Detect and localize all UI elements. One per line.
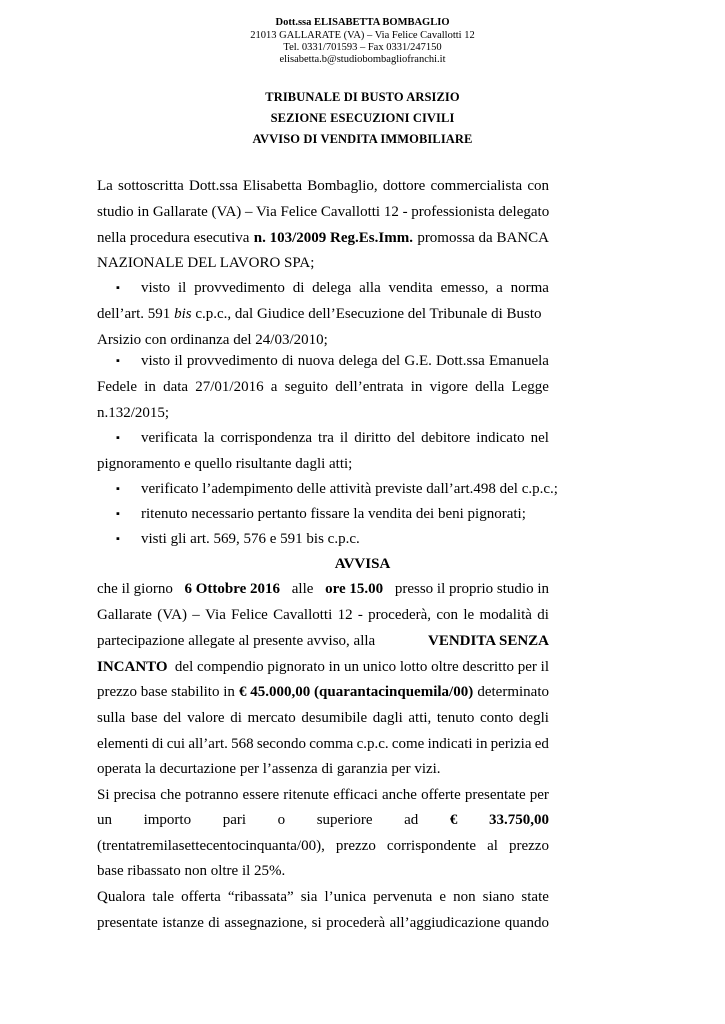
title-notice: AVVISO DI VENDITA IMMOBILIARE: [252, 132, 473, 146]
word: seguito: [284, 379, 329, 395]
word: ed: [534, 736, 549, 752]
word: dagli: [372, 710, 403, 726]
word: dottore: [382, 178, 426, 194]
avvisa-p2-line-3: [97, 837, 549, 855]
word: perizia: [490, 736, 532, 752]
word: e: [439, 889, 447, 905]
word: –: [192, 607, 200, 623]
word: Gallarate: [97, 607, 152, 623]
word: tenuto: [436, 710, 475, 726]
word: G.E.: [404, 353, 432, 369]
word: delega: [338, 353, 378, 369]
avvisa-text: [97, 606, 549, 624]
currency-symbol: €: [449, 812, 458, 828]
word: di: [281, 353, 294, 369]
bullet-text: [141, 429, 549, 447]
word: alla: [359, 280, 381, 296]
avvisa-p1-line-8: operata la decurtazione per l’assenza di garanzia per vizi.: [97, 761, 441, 777]
bullet-marker: ▪: [116, 508, 120, 520]
word: del: [381, 353, 401, 369]
word: dell’entrata: [335, 379, 404, 395]
bullet-marker: ▪: [116, 533, 120, 545]
word: della: [475, 379, 505, 395]
word: vigore: [429, 379, 468, 395]
word: comma: [309, 736, 354, 752]
word: Si: [97, 787, 110, 803]
avvisa-p3-line-1: [97, 888, 549, 906]
sale-time: ore 15.00: [325, 581, 384, 597]
word: 12: [337, 607, 353, 623]
word: non: [453, 889, 476, 905]
word: che: [160, 787, 182, 803]
letterhead-name: Dott.ssa ELISABETTA BOMBAGLIO: [275, 17, 450, 28]
word: modalità: [479, 607, 532, 623]
word: provvedimento: [194, 280, 285, 296]
word: si: [311, 915, 322, 931]
word: tale: [152, 889, 175, 905]
word: conto: [479, 710, 514, 726]
word: verificata: [141, 430, 198, 446]
word: La: [97, 178, 113, 194]
word: le: [463, 607, 475, 623]
bullet-marker: ▪: [116, 355, 120, 367]
letterhead-email: elisabetta.b@studiobombagliofranchi.it: [279, 54, 446, 65]
word: con: [436, 607, 459, 623]
word: “ribassata”: [227, 889, 294, 905]
word: commercialista: [430, 178, 523, 194]
avvisa-heading: AVVISA: [334, 556, 391, 572]
word: prezzo: [335, 838, 376, 854]
avvisa-text: prezzo base stabilito in: [97, 684, 235, 700]
word: precisa: [113, 787, 157, 803]
bullet-1-line-2: [97, 305, 549, 323]
bullet-text: [141, 279, 549, 297]
word: sia: [300, 889, 318, 905]
avvisa-p1-line-2: [97, 606, 549, 624]
word: di: [230, 710, 242, 726]
procedure-number: n. 103/2009 Reg.Es.Imm.: [253, 230, 413, 246]
bullet-text: [141, 352, 549, 370]
bullet-marker: ▪: [116, 432, 120, 444]
word: elementi: [97, 736, 149, 752]
word: Bombaglio,: [307, 178, 378, 194]
bullet-2-line-2: [97, 378, 549, 396]
avvisa-text: [97, 786, 549, 804]
word: base: [130, 710, 158, 726]
word: importo: [143, 812, 192, 828]
word: emesso,: [440, 280, 489, 296]
avvisa-text: [97, 709, 549, 727]
word: Emanuela: [488, 353, 549, 369]
word: il: [177, 280, 187, 296]
word: mercato: [247, 710, 296, 726]
word: c.p.c.: [356, 736, 389, 752]
word: il: [174, 353, 183, 369]
word: Cavallotti: [273, 607, 333, 623]
word: in: [410, 379, 423, 395]
avvisa-text: determinato: [477, 684, 549, 700]
word: corrispondenza: [220, 430, 313, 446]
word: -: [357, 607, 363, 623]
letterhead-phone: Tel. 0331/701593 – Fax 0331/247150: [283, 42, 442, 53]
avvisa-p2-line-2: [97, 811, 549, 829]
avvisa-text: [97, 888, 549, 906]
word: procederà,: [368, 607, 432, 623]
letterhead-address: 21013 GALLARATE (VA) – Via Felice Cavallotti 12: [250, 30, 475, 41]
word: delega: [312, 280, 352, 296]
bullet-4-line-1: verificato l’adempimento delle attività previste dall’art.498 del c.p.c.;: [141, 481, 558, 497]
word: di: [292, 280, 305, 296]
word: Elisabetta: [242, 178, 303, 194]
sale-type-part-1: VENDITA SENZA: [427, 633, 549, 649]
bullet-3-line-1: [141, 429, 549, 447]
avvisa-p2-line-4: base ribassato non oltre il 25%.: [97, 863, 286, 879]
word: istanze: [162, 915, 204, 931]
word: desumibile: [301, 710, 368, 726]
avvisa-p1-line-4: [97, 658, 549, 676]
intro-line-3: [97, 229, 549, 247]
intro-line-1: [97, 177, 549, 195]
bullet-2-line-3: n.132/2015;: [97, 405, 170, 421]
word: potranno: [185, 787, 239, 803]
sale-type-part-2: INCANTO: [97, 659, 168, 675]
bis-italic: bis: [174, 306, 192, 322]
intro-line-2: studio in Gallarate (VA) – Via Felice Cavallotti 12 - professionista delegato: [97, 204, 550, 220]
word: sulla: [97, 710, 126, 726]
word: degli: [518, 710, 549, 726]
base-price: € 45.000,00 (quarantacinquemila/00): [239, 684, 474, 700]
bullet-text: dell’art. 591: [97, 306, 171, 322]
intro-text: promossa da BANCA: [417, 230, 549, 246]
avvisa-text: [97, 735, 549, 753]
word: ad: [404, 812, 419, 828]
word: procederà: [326, 915, 386, 931]
word: cui: [166, 736, 186, 752]
bullet-text: [97, 378, 549, 396]
word: a: [496, 280, 503, 296]
word: come: [391, 736, 425, 752]
word: debitore: [421, 430, 471, 446]
word: per: [529, 787, 549, 803]
intro-line-4: NAZIONALE DEL LAVORO SPA;: [97, 255, 315, 271]
avvisa-p1-line-1: [97, 580, 549, 598]
word: Qualora: [97, 889, 146, 905]
word: (VA): [157, 607, 187, 623]
word: in: [475, 736, 488, 752]
bullet-5-line-1: ritenuto necessario pertanto fissare la vendita dei beni pignorati;: [141, 506, 526, 522]
word: valore: [187, 710, 225, 726]
word: indicati: [427, 736, 473, 752]
word: provvedimento: [186, 353, 278, 369]
word: anche: [381, 787, 417, 803]
word: efficaci: [333, 787, 378, 803]
word: diritto: [354, 430, 391, 446]
word: Fedele: [97, 379, 137, 395]
word: nel: [530, 430, 549, 446]
bullet-marker: ▪: [116, 483, 120, 495]
title-section: SEZIONE ESECUZIONI CIVILI: [270, 111, 455, 125]
word: atti,: [408, 710, 432, 726]
word: 27/01/2016: [195, 379, 264, 395]
reduced-price: 33.750,00: [488, 812, 549, 828]
word: norma: [510, 280, 549, 296]
avvisa-p1-line-6: [97, 709, 549, 727]
avvisa-p2-line-1: [97, 786, 549, 804]
word: ritenute: [283, 787, 330, 803]
word: del: [396, 430, 416, 446]
word: all’aggiudicazione: [389, 915, 501, 931]
word: o: [277, 812, 286, 828]
word: offerte: [421, 787, 461, 803]
word: Via: [205, 607, 226, 623]
word: pari: [222, 812, 247, 828]
avvisa-text: del compendio pignorato in un unico lotto oltre descritto per il: [174, 659, 549, 675]
avvisa-p1-line-5: [97, 683, 549, 701]
word: prezzo: [509, 838, 549, 854]
title-court: TRIBUNALE DI BUSTO ARSIZIO: [265, 90, 460, 104]
word: all’art.: [188, 736, 228, 752]
word: indicato: [476, 430, 525, 446]
word: superiore: [316, 812, 373, 828]
word: secondo: [256, 736, 306, 752]
word: visto: [141, 353, 171, 369]
bullet-3-line-2: pignoramento e quello risultante dagli atti;: [97, 456, 353, 472]
bullet-2-line-1: [141, 352, 549, 370]
word: visto: [141, 280, 171, 296]
word: con: [527, 178, 549, 194]
word: la: [203, 430, 215, 446]
word: data: [163, 379, 189, 395]
bullet-1-line-1: [141, 279, 549, 297]
avvisa-text: [97, 914, 549, 932]
word: quando: [504, 915, 549, 931]
word: il: [339, 430, 349, 446]
word: pervenuta: [373, 889, 433, 905]
word: di: [537, 607, 549, 623]
word: (trentatremilasettecentocinquanta/00),: [97, 838, 325, 854]
word: un: [97, 812, 112, 828]
word: al: [487, 838, 498, 854]
sale-date: 6 Ottobre 2016: [184, 581, 281, 597]
word: nuova: [297, 353, 335, 369]
word: state: [521, 889, 549, 905]
intro-text: nella procedura esecutiva: [97, 230, 250, 246]
avvisa-text: alle: [291, 581, 314, 597]
word: di: [151, 736, 164, 752]
avvisa-p1-line-7: [97, 735, 549, 753]
word: corrispondente: [386, 838, 477, 854]
reduced-price-words-wrap: [97, 837, 549, 855]
word: siano: [482, 889, 515, 905]
word: tra: [318, 430, 334, 446]
word: presentate: [97, 915, 158, 931]
word: in: [144, 379, 156, 395]
word: offerta: [181, 889, 221, 905]
word: vendita: [388, 280, 433, 296]
avvisa-text: partecipazione allegate al presente avviso, alla: [97, 633, 376, 649]
word: l’unica: [324, 889, 367, 905]
bullet-marker: ▪: [116, 282, 120, 294]
word: Dott.ssa: [189, 178, 238, 194]
avvisa-text: presso il proprio studio in: [394, 581, 549, 597]
word: Felice: [231, 607, 268, 623]
avvisa-p1-line-3: [97, 632, 549, 650]
word: assegnazione,: [224, 915, 308, 931]
word: di: [208, 915, 220, 931]
avvisa-p3-line-2: [97, 914, 549, 932]
intro-text: [97, 177, 549, 195]
word: sottoscritta: [118, 178, 184, 194]
word: presentate: [464, 787, 526, 803]
word: Legge: [511, 379, 549, 395]
word: Dott.ssa: [436, 353, 485, 369]
word: 568: [231, 736, 254, 752]
avvisa-text: che il giorno: [97, 581, 173, 597]
bullet-text: c.p.c., dal Giudice dell’Esecuzione del Tribunale di Busto: [195, 306, 542, 322]
word: a: [270, 379, 278, 395]
word: essere: [242, 787, 280, 803]
bullet-1-line-3: Arsizio con ordinanza del 24/03/2010;: [97, 332, 328, 348]
bullet-6-line-1: visti gli art. 569, 576 e 591 bis c.p.c.: [141, 531, 360, 547]
word: del: [163, 710, 182, 726]
